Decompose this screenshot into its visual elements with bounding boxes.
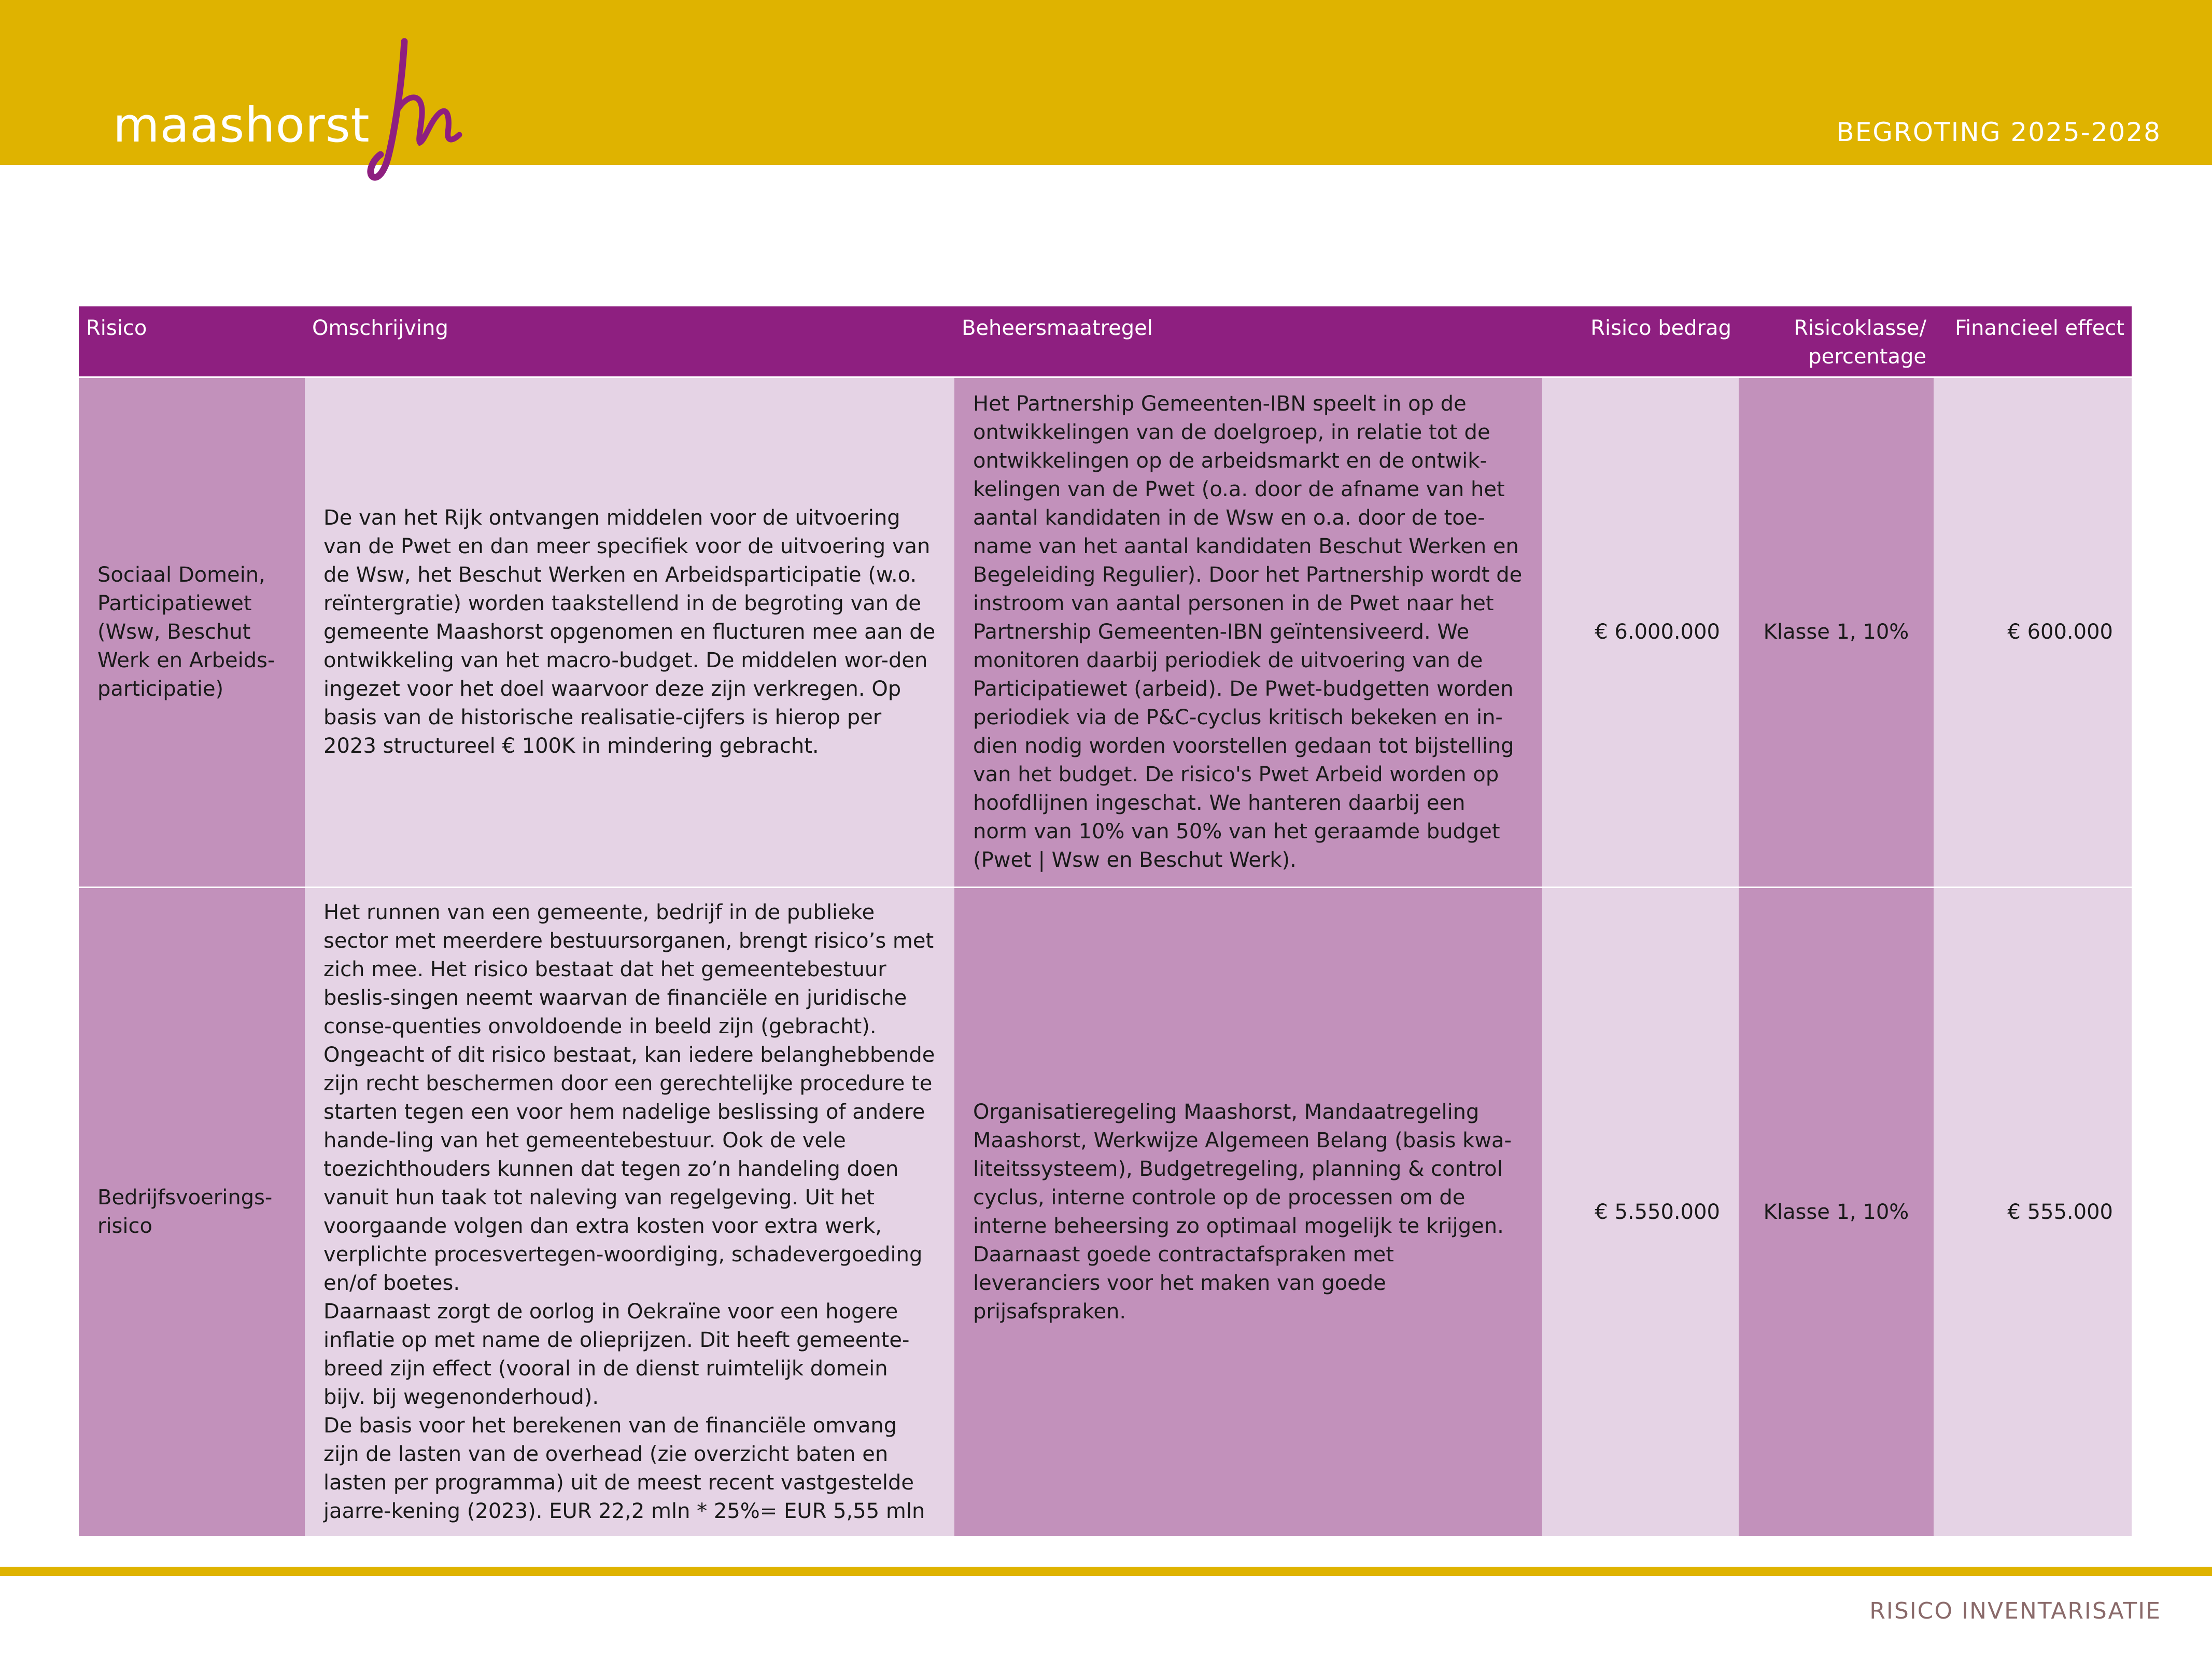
column-header-omschrijving: Omschrijving: [305, 306, 954, 377]
description-cell: Het runnen van een gemeente, bedrijf in de publieke sector met meerdere bestuursorganen, brengt risico’s met zich mee. Het risico bestaat dat het gemeentebestuur beslis-singen neemt waarvan de financiële en juridische conse-quenties onvoldoende in beeld zijn (gebracht). Ongeacht of dit risico bestaat, kan iedere belanghebbende zijn recht beschermen door een gerechtelijke procedure te starten tegen een voor hem nadelige beslissing of andere hande-ling van het gemeentebestuur. Ook de vele toezichthouders kunnen dat tegen zo’n handeling doen vanuit hun taak tot naleving van regelgeving. Uit het voorgaande volgen dan extra kosten voor extra werk, verplichte procesvertegen-woordiging, schadevergoeding en/of boetes. Daarnaast zorgt de oorlog in Oekraïne voor een hogere inflatie op met name de olieprijzen. Dit heeft gemeente-breed zijn effect (vooral in de dienst ruimtelijk domein bijv. bij wegenonderhoud). De basis voor het berekenen van de financiële omvang zijn de lasten van de overhead (zie overzicht baten en lasten per programma) uit de meest recent vastgestelde jaarre-kening (2023). EUR 22,2 mln * 25%= EUR 5,55 mln: [305, 888, 954, 1537]
table-row: [79, 377, 2132, 888]
financial-effect-cell: € 600.000: [1934, 377, 2132, 888]
column-header-risicoklasse: Risicoklasse/ percentage: [1739, 306, 1934, 377]
risk-amount-cell: € 6.000.000: [1542, 377, 1739, 888]
risk-class-cell: Klasse 1, 10%: [1739, 377, 1934, 888]
logo-text: maashorst: [113, 97, 370, 153]
description-cell: De van het Rijk ontvangen middelen voor de uitvoering van de Pwet en dan meer specifiek voor de uitvoering van de Wsw, het Beschut Werken en Arbeidsparticipatie (w.o. reïntergratie) worden taakstellend in de begroting van de gemeente Maashorst opgenomen en flucturen mee aan de ontwikkeling van het macro-budget. De middelen wor-den ingezet voor het doel waarvoor deze zijn verkregen. Op basis van de historische realisatie-cijfers is hierop per 2023 structureel € 100K in mindering gebracht.: [305, 377, 954, 888]
document-title: BEGROTING 2025-2028: [1836, 117, 2161, 147]
risk-amount-cell: € 5.550.000: [1542, 888, 1739, 1537]
control-measure-cell: Het Partnership Gemeenten-IBN speelt in op de ontwikkelingen van de doelgroep, in relatie tot de ontwikkelingen op de arbeidsmarkt en de ontwik-kelingen van de Pwet (o.a. door de afname van het aantal kandidaten in de Wsw en o.a. door de toe-name van het aantal kandidaten Beschut Werken en Begeleiding Regulier). Door het Partnership wordt de instroom van aantal personen in de Pwet naar het Partnership Gemeenten-IBN geïntensiveerd. We monitoren daarbij periodiek de uitvoering van de Participatiewet (arbeid). De Pwet-budgetten worden periodiek via de P&C-cyclus kritisch bekeken en in-dien nodig worden voorstellen gedaan tot bijstelling van het budget. De risico's Pwet Arbeid worden op hoofdlijnen ingeschat. We hanteren daarbij een norm van 10% van 50% van het geraamde budget (Pwet | Wsw en Beschut Werk).: [954, 377, 1542, 888]
table-row: [79, 888, 2132, 1537]
table-header-row: [79, 306, 2132, 377]
risk-name-cell: Bedrijfsvoerings-risico: [79, 888, 305, 1537]
column-header-financieel-effect: Financieel effect: [1934, 306, 2132, 377]
risk-table: [79, 306, 2132, 1536]
column-header-risico: Risico: [79, 306, 305, 377]
footer-line: [0, 1567, 2212, 1576]
column-header-beheersmaatregel: Beheersmaatregel: [954, 306, 1542, 377]
column-header-risico-bedrag: Risico bedrag: [1542, 306, 1739, 377]
footer-title: RISICO INVENTARISATIE: [1869, 1598, 2161, 1624]
logo-m-mark-icon: [357, 36, 466, 187]
risk-name-cell: Sociaal Domein, Participatiewet (Wsw, Beschut Werk en Arbeids-participatie): [79, 377, 305, 888]
financial-effect-cell: € 555.000: [1934, 888, 2132, 1537]
control-measure-cell: Organisatieregeling Maashorst, Mandaatregeling Maashorst, Werkwijze Algemeen Belang (basis kwa-liteitssysteem), Budgetregeling, planning & control cyclus, interne controle op de processen om de interne beheersing zo optimaal mogelijk te krijgen. Daarnaast goede contractafspraken met leveranciers voor het maken van goede prijsafspraken.: [954, 888, 1542, 1537]
maashorst-logo: [113, 36, 466, 187]
risk-class-cell: Klasse 1, 10%: [1739, 888, 1934, 1537]
